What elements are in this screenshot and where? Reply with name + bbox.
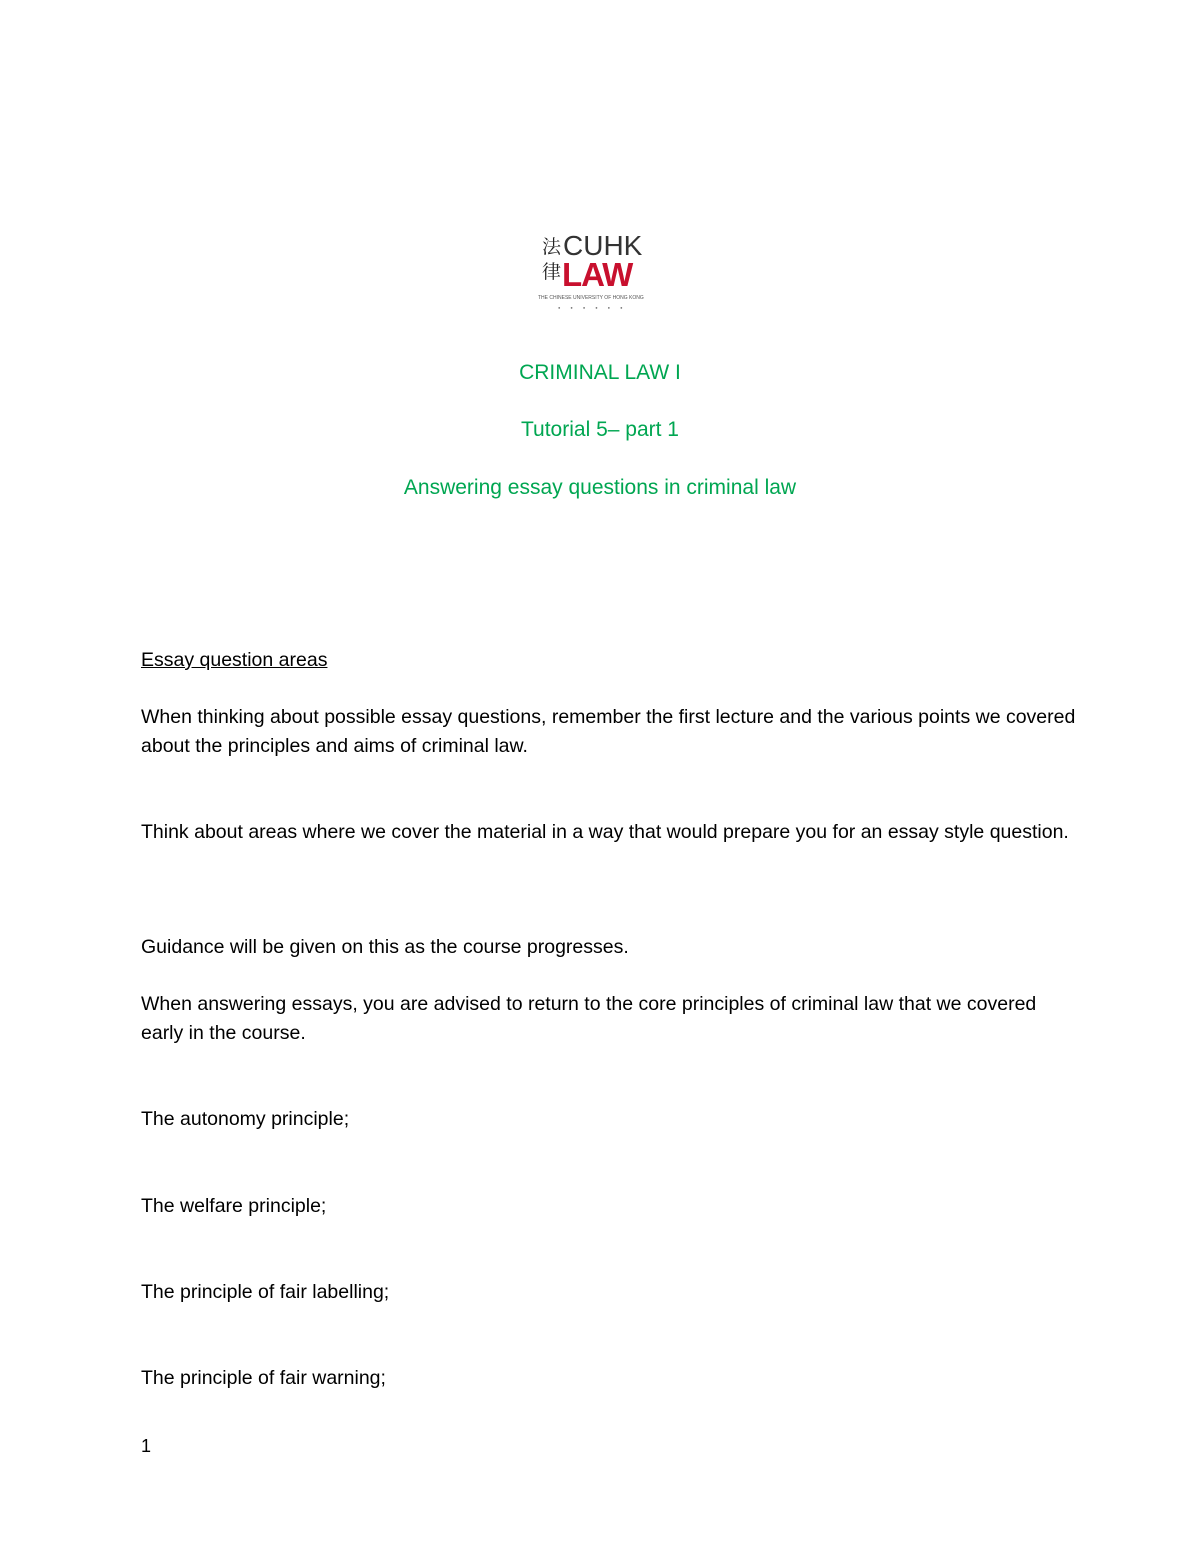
principle-item: The welfare principle;	[141, 1195, 327, 1217]
logo-subtitle: THE CHINESE UNIVERSITY OF HONG KONG	[538, 295, 644, 301]
principle-item: The autonomy principle;	[141, 1108, 350, 1130]
logo-char-2: 律	[542, 261, 562, 283]
principle-item: The principle of fair warning;	[141, 1367, 386, 1389]
logo-law-text: LAW	[562, 256, 633, 293]
page-number: 1	[141, 1436, 152, 1456]
course-title: CRIMINAL LAW I	[519, 361, 681, 384]
logo-char-1: 法	[542, 236, 562, 258]
section-heading: Essay question areas	[141, 649, 328, 671]
paragraph-1: When thinking about possible essay questions, remember the first lecture and the various points we covered about the principles and aims of criminal law.	[141, 706, 1076, 757]
paragraph-3: Guidance will be given on this as the course progresses.	[141, 936, 629, 958]
paragraph-4: When answering essays, you are advised to return to the core principles of criminal law that we covered early in the course.	[141, 993, 1037, 1044]
logo-cuhk-text: CUHK	[563, 230, 643, 261]
cuhk-law-logo	[538, 232, 662, 314]
logo-dots-decoration: ●●●●●●	[558, 305, 633, 310]
topic-title: Answering essay questions in criminal law	[403, 476, 797, 499]
paragraph-2: Think about areas where we cover the material in a way that would prepare you for an essay style question.	[141, 821, 1069, 843]
principle-item: The principle of fair labelling;	[141, 1281, 390, 1303]
logo-chinese-characters	[542, 235, 564, 285]
tutorial-title: Tutorial 5– part 1	[521, 418, 679, 441]
